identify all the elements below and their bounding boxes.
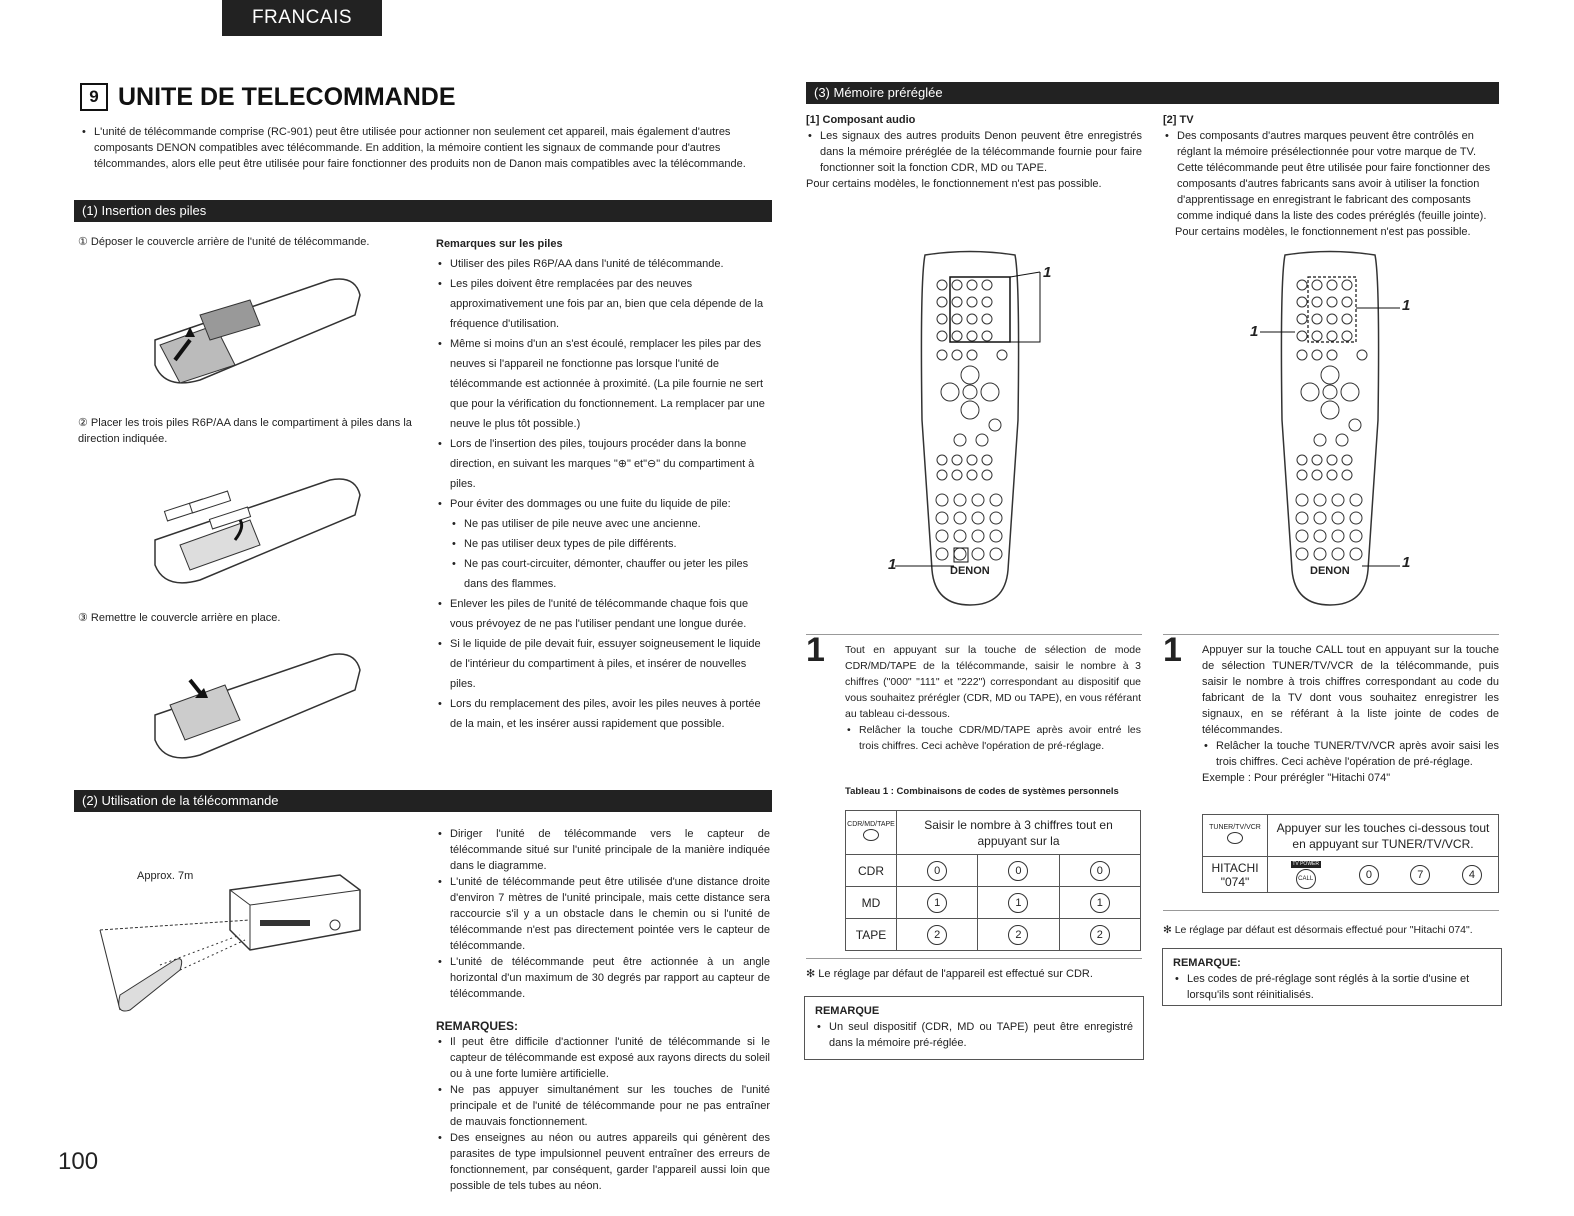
- digit-key-icon: 0: [1008, 861, 1028, 881]
- audio-heading: [1] Composant audio: [806, 114, 916, 126]
- audio-code-table: [845, 810, 1141, 951]
- tv-table-key-cell: [1203, 815, 1268, 857]
- tv-text: • Des composants d'autres marques peuvent être contrôlés en réglant la mémoire présélectionnée pour votre marque de TV. Cette télécommande peut être utilisée pour faire fonctionner des composants d'autres fabricants sans avoir à utiliser la fonction d'apprentissage en enregistrant le fabricant des composants comme indiqué dans la liste des codes préréglés (feuille jointe).: [1163, 128, 1499, 224]
- battery-subremark: • Ne pas utiliser de pile neuve avec une ancienne.: [436, 514, 768, 534]
- tv-example: Exemple : Pour prérégler "Hitachi 074": [1202, 772, 1391, 784]
- usage-remark: • Ne pas appuyer simultanément sur les touches de l'unité principale et de l'unité de télécommande pour ne pas entraîner de mauvais fonctionnement.: [436, 1082, 770, 1130]
- audio-callout-top: 1: [1043, 264, 1052, 281]
- digit-key-icon: 0: [927, 861, 947, 881]
- tv-row-code: "074": [1220, 874, 1250, 889]
- audio-row-label: CDR: [846, 855, 897, 887]
- audio-note: Pour certains modèles, le fonctionnement n'est pas possible.: [806, 178, 1102, 190]
- s3-title-bar: (3) Mémoire préréglée: [806, 82, 1499, 104]
- usage-remark: • Il peut être difficile d'actionner l'unité de télécommande si le capteur de télécommande est exposé aux rayons directs du soleil ou à une forte lumière artificielle.: [436, 1034, 770, 1082]
- s2-text: [436, 826, 770, 1194]
- audio-remark-title: REMARQUE: [815, 1005, 880, 1017]
- battery-remark: • Pour éviter des dommages ou une fuite du liquide de pile:: [436, 494, 768, 514]
- page-number: 100: [58, 1148, 99, 1175]
- tv-code-cell: [1395, 857, 1446, 893]
- remote-usage-diagram: [90, 860, 370, 1020]
- s1-title-bar: (1) Insertion des piles: [74, 200, 772, 222]
- tv-row-label-cell: [1203, 857, 1268, 893]
- intro: [80, 124, 772, 172]
- tv-heading: [2] TV: [1163, 114, 1194, 126]
- tv-row-label: HITACHI: [1211, 860, 1259, 875]
- battery-cover-replace-illustration: [140, 640, 370, 770]
- battery-subremark: • Ne pas utiliser deux types de pile différents.: [436, 534, 768, 554]
- tv-code-table: [1202, 814, 1499, 893]
- s1-step2: ② Placer les trois piles R6P/AA dans le compartiment à piles dans la direction indiquée.: [78, 417, 412, 445]
- tv-default-note: ✻ Le réglage par défaut est désormais effectué pour "Hitachi 074".: [1163, 924, 1473, 936]
- tv-remark: • Les codes de pré-réglage sont réglés à la sortie d'usine et lorsqu'ils sont réinitialisés.: [1173, 971, 1491, 1003]
- battery-cover-remove-illustration: [140, 265, 370, 395]
- section-number: 9: [80, 83, 108, 111]
- battery-insert-illustration: [140, 465, 370, 595]
- tv-table-header: Appuyer sur les touches ci-dessous tout en appuyant sur TUNER/TV/VCR.: [1268, 815, 1499, 857]
- digit-key-icon: 4: [1462, 865, 1482, 885]
- audio-callout-bottom: 1: [888, 556, 897, 573]
- tv-power-label: TV POWER: [1292, 860, 1319, 867]
- tv-call-cell: [1268, 857, 1344, 893]
- audio-step-divider: [806, 634, 1142, 635]
- battery-remark: • Enlever les piles de l'unité de télécommande chaque fois que vous prévoyez de ne pas l'utiliser pendant une longue durée.: [436, 594, 768, 634]
- digit-key-icon: 7: [1410, 865, 1430, 885]
- battery-remark: • Lors du remplacement des piles, avoir les piles neuves à portée de la main, et les insérer aussi rapidement que possible.: [436, 694, 768, 734]
- audio-remark-box: [804, 996, 1144, 1060]
- tv-remark-box: [1162, 948, 1502, 1006]
- usage-bullet: • L'unité de télécommande peut être utilisée d'une distance droite d'environ 7 mètres de l'unité principale, mais cette distance sera raccourcie s'il y a un obstacle dans le chemin ou si l'unité de télécommande n'est pas directement pointée vers le capteur de télécommande.: [436, 874, 770, 954]
- tv-step-text: Appuyer sur la touche CALL tout en appuyant sur la touche de sélection TUNER/TV/VCR de la télécommande, puis saisir le nombre à trois chiffres correspondant au code du fabricant de la TV dont vous souhaitez enregistrer les signaux, en se référant à la liste jointe de codes de télécommandes.: [1202, 644, 1499, 736]
- s1-step3: ③ Remettre le couvercle arrière en place.: [78, 612, 281, 624]
- digit-key-icon: 0: [1359, 865, 1379, 885]
- section-title-text: UNITE DE TELECOMMANDE: [118, 83, 456, 111]
- mode-key-icon: [863, 829, 879, 841]
- section-title: [80, 83, 456, 111]
- usage-remark: • Des enseignes au néon ou autres appareils qui génèrent des parasites de type impulsionnel peuvent entraîner des erreurs de fonctionnement, par conséquent, garder l'appareil aussi loin que possible de tels tubes au néon.: [436, 1130, 770, 1194]
- audio-code-cell: [897, 855, 978, 887]
- audio-code-cell: [1059, 855, 1140, 887]
- usage-remarks-title: REMARQUES:: [436, 1019, 519, 1033]
- audio-code-cell: [978, 919, 1059, 951]
- audio-code-cell: [1059, 919, 1140, 951]
- audio-step-number: 1: [806, 631, 825, 669]
- battery-remarks: [436, 234, 768, 734]
- battery-remark: • Utiliser des piles R6P/AA dans l'unité de télécommande.: [436, 254, 768, 274]
- s2-title-bar: (2) Utilisation de la télécommande: [74, 790, 772, 812]
- audio-step-text: Tout en appuyant sur la touche de sélection de mode CDR/MD/TAPE de la télécommande, saisir le nombre à 3 chiffres ("000" "111" et "222") correspondant au dispositif que vous souhaitez prérégler (CDR, MD ou TAPE), en vous référant au tableau ci-dessous.: [845, 644, 1141, 720]
- tv-remote-brand: DENON: [1310, 565, 1350, 577]
- audio-step: [845, 642, 1141, 754]
- language-tab: FRANCAIS: [222, 0, 382, 36]
- audio-default-note: ✻ Le réglage par défaut de l'appareil est effectué sur CDR.: [806, 968, 1093, 980]
- tv-note: Pour certains modèles, le fonctionnement n'est pas possible.: [1175, 226, 1471, 238]
- audio-section: [806, 112, 1142, 192]
- audio-table-key: CDR/MD/TAPE: [847, 821, 895, 828]
- audio-text: • Les signaux des autres produits Denon peuvent être enregistrés dans la mémoire préréglée de la télécommande fournie pour faire fonctionner soit la fonction CDR, MD ou TAPE.: [806, 128, 1142, 176]
- tv-step-divider: [1163, 634, 1499, 635]
- tv-step: [1202, 642, 1499, 786]
- usage-bullet: • Diriger l'unité de télécommande vers le capteur de télécommande situé sur l'unité principale de la manière indiquée dans le diagramme.: [436, 826, 770, 874]
- tv-table-key: TUNER/TV/VCR: [1209, 824, 1261, 831]
- audio-step-sub: • Relâcher la touche CDR/MD/TAPE après avoir entré les trois chiffres. Ceci achève l'opération de pré-réglage.: [845, 722, 1141, 754]
- digit-key-icon: 2: [927, 925, 947, 945]
- audio-table-header: Saisir le nombre à 3 chiffres tout en appuyant sur la: [897, 811, 1141, 855]
- audio-row-label: TAPE: [846, 919, 897, 951]
- intro-text: • L'unité de télécommande comprise (RC-901) peut être utilisée pour actionner non seulement cet appareil, mais également d'autres composants DENON compatibles avec télécommande. En addition, la mémoire contient les signaux de commande pour d'autres télcommandes, alors elle peut être utilisée pour faire fonctionner des produits non de Danon mais compatibles avec la télécommande.: [80, 124, 772, 172]
- digit-key-icon: 1: [927, 893, 947, 913]
- tv-remark-title: REMARQUE:: [1173, 957, 1241, 969]
- tv-step-number: 1: [1163, 631, 1182, 669]
- tv-step-sub: • Relâcher la touche TUNER/TV/VCR après avoir saisi les trois chiffres. Ceci achève l'opération de pré-réglage.: [1202, 738, 1499, 770]
- audio-remark: • Un seul dispositif (CDR, MD ou TAPE) peut être enregistré dans la mémoire pré-réglée.: [815, 1019, 1133, 1051]
- tv-note-divider: [1163, 910, 1499, 911]
- distance-label: Approx. 7m: [137, 870, 194, 882]
- audio-code-cell: [897, 887, 978, 919]
- battery-subremark: • Ne pas court-circuiter, démonter, chauffer ou jeter les piles dans des flammes.: [436, 554, 768, 594]
- audio-note-divider: [806, 958, 1142, 959]
- battery-remark: • Si le liquide de pile devait fuir, essuyer soigneusement le liquide de l'intérieur du compartiment à piles, et insérer de nouvelles piles.: [436, 634, 768, 694]
- digit-key-icon: 2: [1090, 925, 1110, 945]
- digit-key-icon: 1: [1008, 893, 1028, 913]
- battery-remarks-title: Remarques sur les piles: [436, 238, 563, 250]
- audio-code-cell: [1059, 887, 1140, 919]
- call-key-icon: CALL: [1296, 869, 1316, 889]
- usage-bullet: • L'unité de télécommande peut être actionnée à un angle horizontal d'un maximum de 30 degrés par rapport au capteur de télécommande.: [436, 954, 770, 1002]
- tv-code-cell: [1343, 857, 1394, 893]
- audio-code-cell: [978, 855, 1059, 887]
- audio-code-cell: [897, 919, 978, 951]
- digit-key-icon: 1: [1090, 893, 1110, 913]
- battery-remark: • Les piles doivent être remplacées par des neuves approximativement une fois par an, bien que cela dépende de la fréquence d'utilisation.: [436, 274, 768, 334]
- audio-remote-brand: DENON: [950, 565, 990, 577]
- audio-table-caption: Tableau 1 : Combinaisons de codes de systèmes personnels: [845, 786, 1119, 797]
- digit-key-icon: 2: [1008, 925, 1028, 945]
- tv-section: [1163, 112, 1499, 240]
- battery-remark: • Même si moins d'un an s'est écoulé, remplacer les piles par des neuves si l'appareil ne fonctionne pas lorsque l'unité de télécommande est actionnée à proximité. (La pile fournie ne sert que pour la vérification du fonctionnement. La remplacer par une neuve le plus tôt possible.): [436, 334, 768, 434]
- mode-key-icon: [1227, 832, 1243, 844]
- tv-code-cell: [1446, 857, 1499, 893]
- audio-code-cell: [978, 887, 1059, 919]
- tv-callout-right: 1: [1402, 297, 1411, 314]
- tv-callout-left: 1: [1250, 323, 1259, 340]
- s1-step1: ① Déposer le couvercle arrière de l'unité de télécommande.: [78, 236, 370, 248]
- audio-table-key-cell: [846, 811, 897, 855]
- battery-remark: • Lors de l'insertion des piles, toujours procéder dans la bonne direction, en suivant les marques "⊕" et"⊖" du compartiment à piles.: [436, 434, 768, 494]
- digit-key-icon: 0: [1090, 861, 1110, 881]
- audio-row-label: MD: [846, 887, 897, 919]
- tv-callout-bottom: 1: [1402, 554, 1411, 571]
